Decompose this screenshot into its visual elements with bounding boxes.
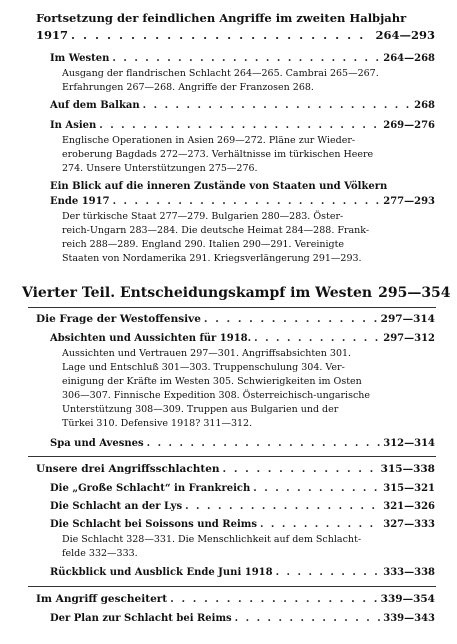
dot-leader — [112, 52, 380, 65]
page-range: 295—354 — [378, 285, 451, 301]
dot-leader — [254, 332, 380, 345]
page-range: 339—343 — [383, 613, 435, 624]
toc-entry-grosse-schlacht — [50, 482, 435, 495]
detail-line: Der türkische Staat 277—279. Bulgarien 280—283. Öster- — [62, 211, 344, 222]
toc-entry-im-angriff — [36, 593, 435, 606]
page-range: 327—333 — [383, 519, 435, 530]
dot-leader — [170, 593, 378, 606]
subsection-title-grosse-schlacht: Die „Große Schlacht“ in Frankreich — [50, 483, 251, 494]
toc-entry-asien — [50, 119, 435, 132]
detail-line: 274. Unsere Unterstützungen 275—276. — [62, 163, 258, 174]
dot-leader — [235, 612, 381, 625]
detail-line: Ausgang der flandrischen Schlacht 264—265. Cambrai 265—267. — [62, 68, 379, 79]
section-title-im-angriff: Im Angriff gescheitert — [36, 593, 168, 605]
detail-line: Türkei 310. Defensive 1918? 311—312. — [62, 418, 253, 429]
subsection-title-blick-line2: Ende 1917 — [50, 196, 110, 207]
detail-line: einigung der Kräfte im Westen 305. Schwierigkeiten im Osten — [62, 376, 362, 387]
dot-leader — [99, 119, 380, 132]
detail-line: eroberung Bagdads 272—273. Verhältnisse im türkischen Heere — [62, 149, 374, 160]
section-title-frage: Die Frage der Westoffensive — [36, 313, 201, 325]
page-range: 264—268 — [383, 53, 435, 64]
section-title-fortsetzung-line2: 1917 — [36, 28, 69, 42]
toc-entry-plan-reims — [50, 612, 435, 625]
page-range: 268 — [414, 100, 435, 111]
dot-leader — [204, 313, 378, 326]
detail-line: Lage und Entschluß 301—303. Truppenschulung 304. Ver- — [62, 362, 345, 373]
page-range: 315—321 — [383, 483, 435, 494]
page-range: 297—312 — [383, 333, 435, 344]
page-range: 297—314 — [380, 313, 435, 325]
toc-entry-balkan — [50, 99, 435, 112]
toc-entry-westen — [50, 52, 435, 65]
page-range: 321—326 — [383, 501, 435, 512]
subsection-title-asien: In Asien — [50, 120, 97, 131]
detail-line: Aussichten und Vertrauen 297—301. Angriffsabsichten 301. — [62, 348, 352, 359]
toc-entry-angriffsschlachten — [36, 463, 435, 476]
subsection-title-plan-reims: Der Plan zur Schlacht bei Reims — [50, 613, 232, 624]
detail-line: reich 288—289. England 290. Italien 290—291. Vereinigte — [62, 239, 345, 250]
dot-leader — [276, 566, 381, 579]
subsection-title-westen: Im Westen — [50, 53, 110, 64]
toc-entry-spa — [50, 437, 435, 450]
toc-entry-fortsetzung — [36, 29, 435, 42]
toc-entry-frage — [36, 313, 435, 326]
dot-leader — [185, 500, 380, 513]
detail-line: Englische Operationen in Asien 269—272. Pläne zur Wieder- — [62, 135, 356, 146]
subsection-title-blick-line1: Ein Blick auf die inneren Zustände von Staaten und Völkern — [50, 181, 388, 192]
toc-entry-soissons — [50, 518, 435, 531]
toc-entry-absichten — [50, 332, 435, 345]
page-range: 312—314 — [383, 438, 435, 449]
detail-line: Unterstützung 308—309. Truppen aus Bulgarien und der — [62, 404, 339, 415]
toc-entry-blick — [50, 195, 435, 208]
dot-leader — [223, 463, 378, 476]
subsection-title-lys: Die Schlacht an der Lys — [50, 501, 183, 512]
dot-leader — [143, 99, 411, 112]
section-title-angriffsschlachten: Unsere drei Angriffsschlachten — [36, 463, 220, 475]
subsection-title-absichten: Absichten und Aussichten für 1918. — [50, 333, 252, 344]
dot-leader — [260, 518, 380, 531]
page-range: 277—293 — [383, 196, 435, 207]
detail-line: felde 332—333. — [62, 548, 138, 559]
page-range: 333—338 — [383, 567, 435, 578]
dot-leader — [147, 437, 381, 450]
section-divider — [28, 586, 436, 587]
part-title: Vierter Teil. Entscheidungskampf im Westen — [22, 285, 373, 301]
subsection-title-rueckblick: Rückblick und Ausblick Ende Juni 1918 — [50, 567, 273, 578]
toc-entry-rueckblick — [50, 566, 435, 579]
page-range: 339—354 — [380, 593, 435, 605]
section-divider — [28, 456, 436, 457]
subsection-title-spa: Spa und Avesnes — [50, 438, 144, 449]
detail-line: Die Schlacht 328—331. Die Menschlichkeit auf dem Schlacht- — [62, 534, 362, 545]
page-range: 315—338 — [380, 463, 435, 475]
dot-leader — [113, 195, 381, 208]
detail-line: Erfahrungen 267—268. Angriffe der Franzosen 268. — [62, 82, 314, 93]
dot-leader — [253, 482, 380, 495]
toc-entry-lys — [50, 500, 435, 513]
page-range: 269—276 — [383, 120, 435, 131]
detail-line: reich-Ungarn 283—284. Die deutsche Heimat 284—288. Frank- — [62, 225, 370, 236]
section-title-fortsetzung-line1: Fortsetzung der feindlichen Angriffe im zweiten Halbjahr — [36, 11, 407, 25]
subsection-title-soissons: Die Schlacht bei Soissons und Reims — [50, 519, 257, 530]
page-range: 264—293 — [375, 28, 435, 42]
subsection-title-balkan: Auf dem Balkan — [50, 100, 140, 111]
detail-line: Staaten von Nordamerika 291. Kriegsverlängerung 291—293. — [62, 253, 362, 264]
toc-entry-vierter-teil — [22, 285, 451, 301]
dot-leader — [71, 29, 372, 42]
detail-line: 306—307. Finnische Expedition 308. Österreichisch-ungarische — [62, 390, 371, 401]
section-divider — [28, 307, 436, 308]
